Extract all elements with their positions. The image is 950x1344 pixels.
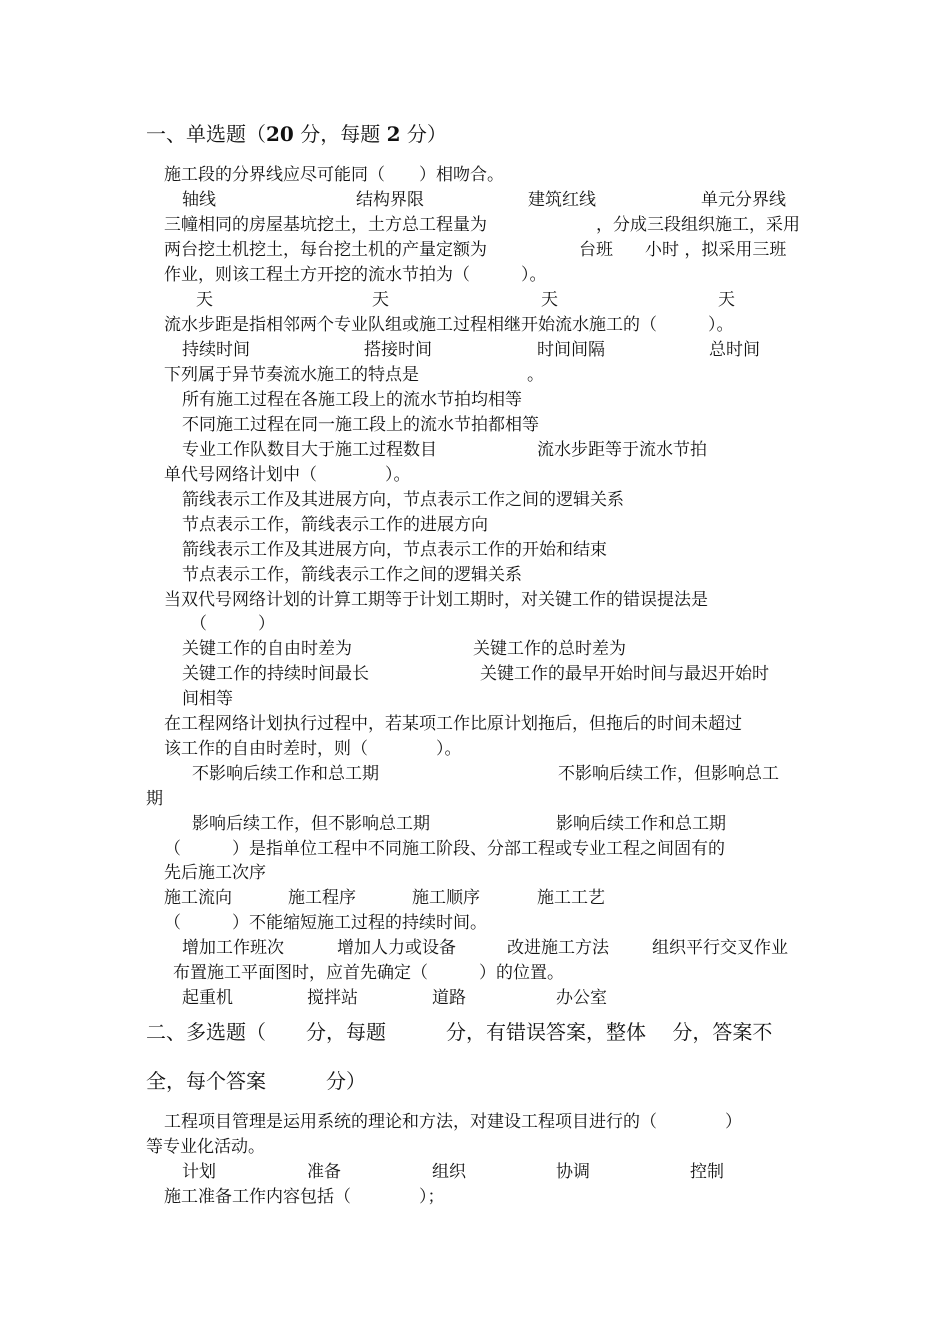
question-stem: 先后施工次序 xyxy=(164,863,266,883)
option: 所有施工过程在各施工段上的流水节拍均相等 xyxy=(182,390,522,410)
option: 天 xyxy=(196,290,213,310)
section-title-part: 一、单选题（ xyxy=(146,122,266,146)
option: 搭接时间 xyxy=(364,340,432,360)
option: 增加工作班次 xyxy=(182,938,284,958)
question-stem: 三幢相同的房屋基坑挖土，土方总工程量为 xyxy=(164,215,487,235)
option: 单元分界线 xyxy=(701,190,786,210)
question-stem: ，分成三段组织施工，采用 xyxy=(596,215,800,235)
option: 计划 xyxy=(182,1162,216,1182)
option: 办公室 xyxy=(556,988,607,1008)
section-title-part: 分，每题 xyxy=(293,122,387,146)
option: 施工流向 xyxy=(164,888,232,908)
question-stem: （ ）不能缩短施工过程的持续时间。 xyxy=(164,913,487,933)
option: 控制 xyxy=(690,1162,724,1182)
option: 施工程序 xyxy=(288,888,356,908)
option: 关键工作的总时差为 xyxy=(473,639,626,659)
question-stem: （ ） xyxy=(190,614,275,634)
question-stem: 下列属于异节奏流水施工的特点是 xyxy=(164,365,419,385)
option: 增加人力或设备 xyxy=(337,938,456,958)
option: 关键工作的最早开始时间与最迟开始时 xyxy=(480,664,769,684)
option: 间相等 xyxy=(182,689,233,709)
option: 箭线表示工作及其进展方向，节点表示工作之间的逻辑关系 xyxy=(182,490,624,510)
option: 影响后续工作，但不影响总工期 xyxy=(192,814,430,834)
section-title-score: 20 xyxy=(266,122,294,146)
question-stem: 作业，则该工程土方开挖的流水节拍为（ ）。 xyxy=(164,265,547,285)
option: 搅拌站 xyxy=(307,988,358,1008)
section-title-multi-choice: 二、多选题（ 分，每题 分，有错误答案，整体 分，答案不 xyxy=(146,1020,773,1044)
option: 节点表示工作，箭线表示工作的进展方向 xyxy=(182,515,488,535)
question-stem: 等专业化活动。 xyxy=(146,1137,265,1157)
option: 天 xyxy=(541,290,558,310)
question-stem: 两台挖土机挖土，每台挖土机的产量定额为 xyxy=(164,240,487,260)
section-title-part: 分） xyxy=(400,122,447,146)
option: 关键工作的自由时差为 xyxy=(182,639,352,659)
option: 专业工作队数目大于施工过程数目 xyxy=(182,440,437,460)
option: 箭线表示工作及其进展方向，节点表示工作的开始和结束 xyxy=(182,540,607,560)
option: 期 xyxy=(146,789,163,809)
section-title-multi-choice: 全，每个答案 分） xyxy=(146,1069,366,1093)
option: 流水步距等于流水节拍 xyxy=(537,440,707,460)
option: 不同施工过程在同一施工段上的流水节拍都相等 xyxy=(182,415,539,435)
option: 建筑红线 xyxy=(528,190,596,210)
question-stem: 该工作的自由时差时，则（ ）。 xyxy=(164,739,462,759)
option: 组织平行交叉作业 xyxy=(652,938,788,958)
option: 持续时间 xyxy=(182,340,250,360)
option: 准备 xyxy=(307,1162,341,1182)
option: 时间间隔 xyxy=(537,340,605,360)
question-stem: 施工准备工作内容包括（ ）； xyxy=(164,1187,445,1207)
option: 天 xyxy=(718,290,735,310)
question-stem: 台班 xyxy=(579,240,613,260)
question-stem: 。 xyxy=(527,365,544,385)
option: 总时间 xyxy=(709,340,760,360)
section-title-single-choice xyxy=(146,120,447,148)
option: 道路 xyxy=(432,988,466,1008)
option: 不影响后续工作，但影响总工 xyxy=(558,764,779,784)
option: 起重机 xyxy=(182,988,233,1008)
question-stem: 单代号网络计划中（ ）。 xyxy=(164,465,411,485)
option: 施工工艺 xyxy=(537,888,605,908)
question-stem: 工程项目管理是运用系统的理论和方法，对建设工程项目进行的（ ） xyxy=(164,1112,742,1132)
option: 影响后续工作和总工期 xyxy=(556,814,726,834)
option: 节点表示工作，箭线表示工作之间的逻辑关系 xyxy=(182,565,522,585)
option: 结构界限 xyxy=(356,190,424,210)
option: 组织 xyxy=(432,1162,466,1182)
option: 轴线 xyxy=(182,190,216,210)
option: 协调 xyxy=(556,1162,590,1182)
question-stem: 小时 ，拟采用三班 xyxy=(645,240,787,260)
question-stem: （ ）是指单位工程中不同施工阶段、分部工程或专业工程之间固有的 xyxy=(164,839,725,859)
option: 关键工作的持续时间最长 xyxy=(182,664,369,684)
option: 改进施工方法 xyxy=(507,938,609,958)
question-stem: 布置施工平面图时，应首先确定（ ）的位置。 xyxy=(173,963,564,983)
question-stem: 在工程网络计划执行过程中，若某项工作比原计划拖后，但拖后的时间未超过 xyxy=(164,714,742,734)
question-stem: 施工段的分界线应尽可能同（ ）相吻合。 xyxy=(164,165,504,185)
option: 不影响后续工作和总工期 xyxy=(192,764,379,784)
question-stem: 流水步距是指相邻两个专业队组或施工过程相继开始流水施工的（ ）。 xyxy=(164,315,734,335)
section-title-score: 2 xyxy=(386,122,401,146)
option: 天 xyxy=(372,290,389,310)
question-stem: 当双代号网络计划的计算工期等于计划工期时，对关键工作的错误提法是 xyxy=(164,590,708,610)
option: 施工顺序 xyxy=(412,888,480,908)
